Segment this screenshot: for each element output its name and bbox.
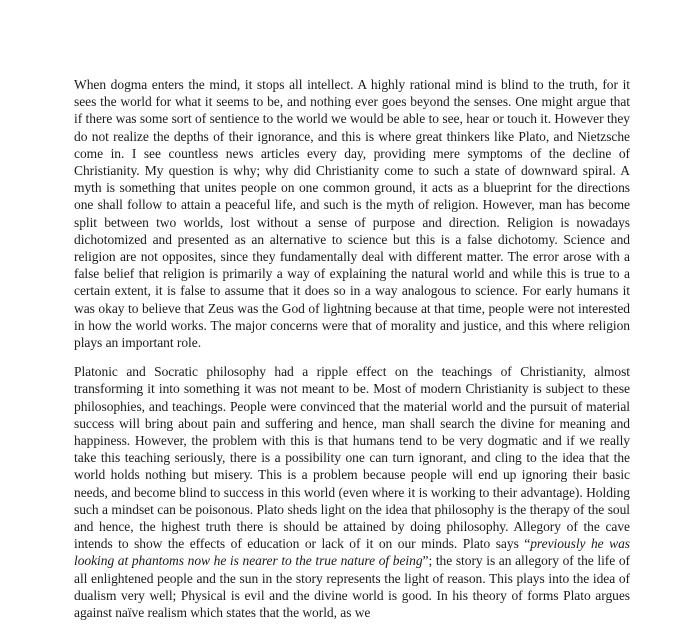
paragraph-2 bbox=[74, 363, 630, 621]
paragraph-2-text-before-quote: Platonic and Socratic philosophy had a ripple effect on the teachings of Christianity, almost transforming it into something it was not meant to be. Most of modern Christianity is subject to these philosophies, and teachings. People were convinced that the material world and the pursuit of material success will bring about pain and suffering and hence, man shall search the divine for meaning and happiness. However, the problem with this is that humans tend to be very dogmatic and if we really take this teaching seriously, there is a possibility one can turn ignorant, and cling to the idea that the world holds nothing but misery. This is a problem because people will end up ignoring their basic needs, and become blind to success in this world (even where it is working to their advantage). Holding such a mindset can be poisonous. Plato sheds light on the idea that philosophy is the therapy of the soul and hence, the highest truth there is should be attained by doing philosophy. Allegory of the cave intends to show the effects of education or lack of it on our minds. Plato says “ bbox=[74, 364, 630, 552]
document-body bbox=[74, 76, 630, 633]
paragraph-1: When dogma enters the mind, it stops all intellect. A highly rational mind is blind to the truth, for it sees the world for what it seems to be, and nothing ever goes beyond the senses. One might argue that if there was some sort of sentience to the world we would be able to see, hear or touch it. However they do not realize the depths of their ignorance, and this is where great thinkers like Plato, and Nietzsche come in. I see countless news articles every day, providing mere symptoms of the decline of Christianity. My question is why; why did Christianity come to such a state of downward spiral. A myth is something that unites people on one common ground, it acts as a blueprint for the directions one shall follow to attain a peaceful life, and such is the myth of religion. However, man has become split between two worlds, lost without a sense of purpose and direction. Religion is nowadays dichotomized and presented as an alternative to science but this is a false dichotomy. Science and religion are not opposites, since they fundamentally deal with different matter. The error arose with a false belief that religion is primarily a way of explaining the natural world and while this is true to a certain extent, it is false to assume that it does so in a way analogous to science. For early humans it was okay to believe that Zeus was the God of lightning because at that time, people were not interested in how the world works. The major concerns were that of morality and justice, and this where religion plays an important role. bbox=[74, 77, 630, 351]
paragraph-2-text-after-quote: ”; the story is an allegory of the life of all enlightened people and the sun in the story represents the light of reason. This plays into the idea of dualism very well; Physical is evil and the divine world is good. In his theory of forms Plato argues against naïve realism which states that the world, as we bbox=[74, 553, 630, 621]
plato-quote: previously he was looking at phantoms now he is nearer to the true nature of being bbox=[74, 536, 630, 569]
